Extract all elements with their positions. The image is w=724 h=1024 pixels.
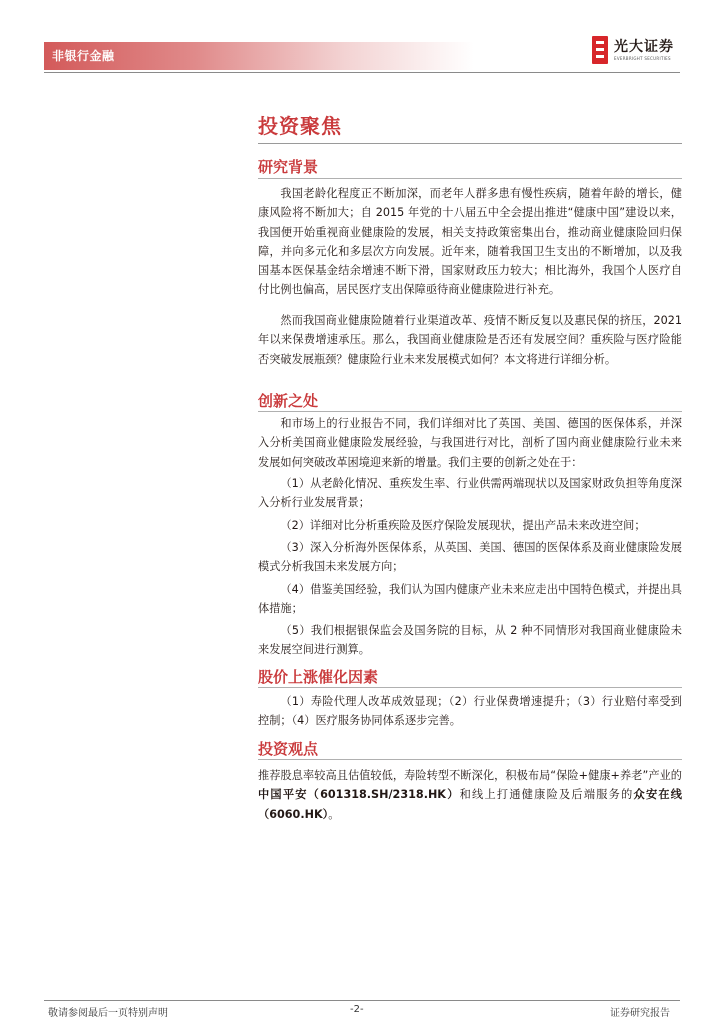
- everbright-logo-icon: [592, 36, 608, 64]
- footer-divider: [44, 1000, 680, 1001]
- list-item: （1）从老龄化情况、重疾发生率、行业供需两端现状以及国家财政负担等角度深入分析行业发展背景；: [258, 477, 682, 510]
- title-divider: [258, 143, 682, 144]
- page-title: 投资聚焦: [258, 114, 342, 138]
- brand-logo: [592, 34, 692, 70]
- section-divider: [258, 759, 682, 760]
- paragraph: 我国老龄化程度正不断加深，而老年人群多患有慢性疾病，随着年龄的增长，健康风险将不断加大；自 2015 年党的十八届五中全会提出推进“健康中国”建设以来，我国便开始重视商业健康险的发展，相关支持政策密集出台，推动商业健康险回归保障，并向多元化和多层次方向发展。近年来，随着我国卫生支出的不断增加，以及我国基本医保基金结余增速不断下滑，国家财政压力较大；相比海外，我国个人医疗自付比例也偏高，居民医疗支出保障亟待商业健康险进行补充。: [258, 187, 682, 297]
- section-heading-innovation: 创新之处: [258, 392, 319, 410]
- paragraph: 和市场上的行业报告不同，我们详细对比了英国、美国、德国的医保体系，并深入分析美国商业健康险发展经验，与我国进行对比，剖析了国内商业健康险行业未来发展如何突破改革困境迎来新的增量。我们主要的创新之处在于：: [258, 417, 682, 469]
- list-item: （2）详细对比分析重疾险及医疗保险发展现状，提出产品未来改进空间；: [280, 519, 646, 532]
- paragraph: 然而我国商业健康险随着行业渠道改革、疫情不断反复以及惠民保的挤压，2021 年以来保费增速承压。那么，我国商业健康险是否还有发展空间？重疾险与医疗险能否突破发展瓶颈？健康险行业未来发展模式如何？本文将进行详细分析。: [258, 314, 682, 366]
- section-label: 非银行金融: [52, 49, 115, 63]
- footer-disclaimer: 敬请参阅最后一页特别声明: [48, 1008, 168, 1019]
- page-number: -2-: [350, 1004, 364, 1015]
- list-item: （3）深入分析海外医保体系，从英国、美国、德国的医保体系及商业健康险发展模式分析我国未来发展方向；: [258, 541, 682, 574]
- recommendation-text: 推荐股息率较高且估值较低，寿险转型不断深化，积极布局“保险+健康+养老”产业的: [258, 769, 682, 782]
- stock-zhongan: 众安在线（6060.HK）: [258, 788, 682, 821]
- brand-name: 光大证券: [614, 39, 674, 55]
- list-item: （4）借鉴美国经验，我们认为国内健康产业未来应走出中国特色模式，并提出具体措施；: [258, 583, 682, 616]
- section-heading-investment-view: 投资观点: [258, 740, 319, 758]
- footer-report-type: 证券研究报告: [610, 1008, 670, 1019]
- paragraph: （1）寿险代理人改革成效显现；（2）行业保费增速提升；（3）行业赔付率受到控制；（4）医疗服务协同体系逐步完善。: [258, 695, 682, 728]
- section-heading-catalysts: 股价上涨催化因素: [258, 668, 379, 686]
- brand-subtitle: EVERBRIGHT SECURITIES: [614, 56, 671, 61]
- list-item: （5）我们根据银保监会及国务院的目标，从 2 种不同情形对我国商业健康险未来发展空间进行测算。: [258, 624, 682, 657]
- header-divider: [44, 72, 680, 73]
- section-divider: [258, 687, 682, 688]
- recommendation-text: 和线上打通健康险及后端服务的: [459, 788, 634, 802]
- recommendation-text: 。: [328, 807, 340, 821]
- section-heading-background: 研究背景: [258, 158, 319, 176]
- recommendation-paragraph: [258, 766, 682, 824]
- stock-ping-an: 中国平安（601318.SH/2318.HK）: [258, 788, 460, 802]
- section-divider: [258, 411, 682, 412]
- section-divider: [258, 178, 682, 179]
